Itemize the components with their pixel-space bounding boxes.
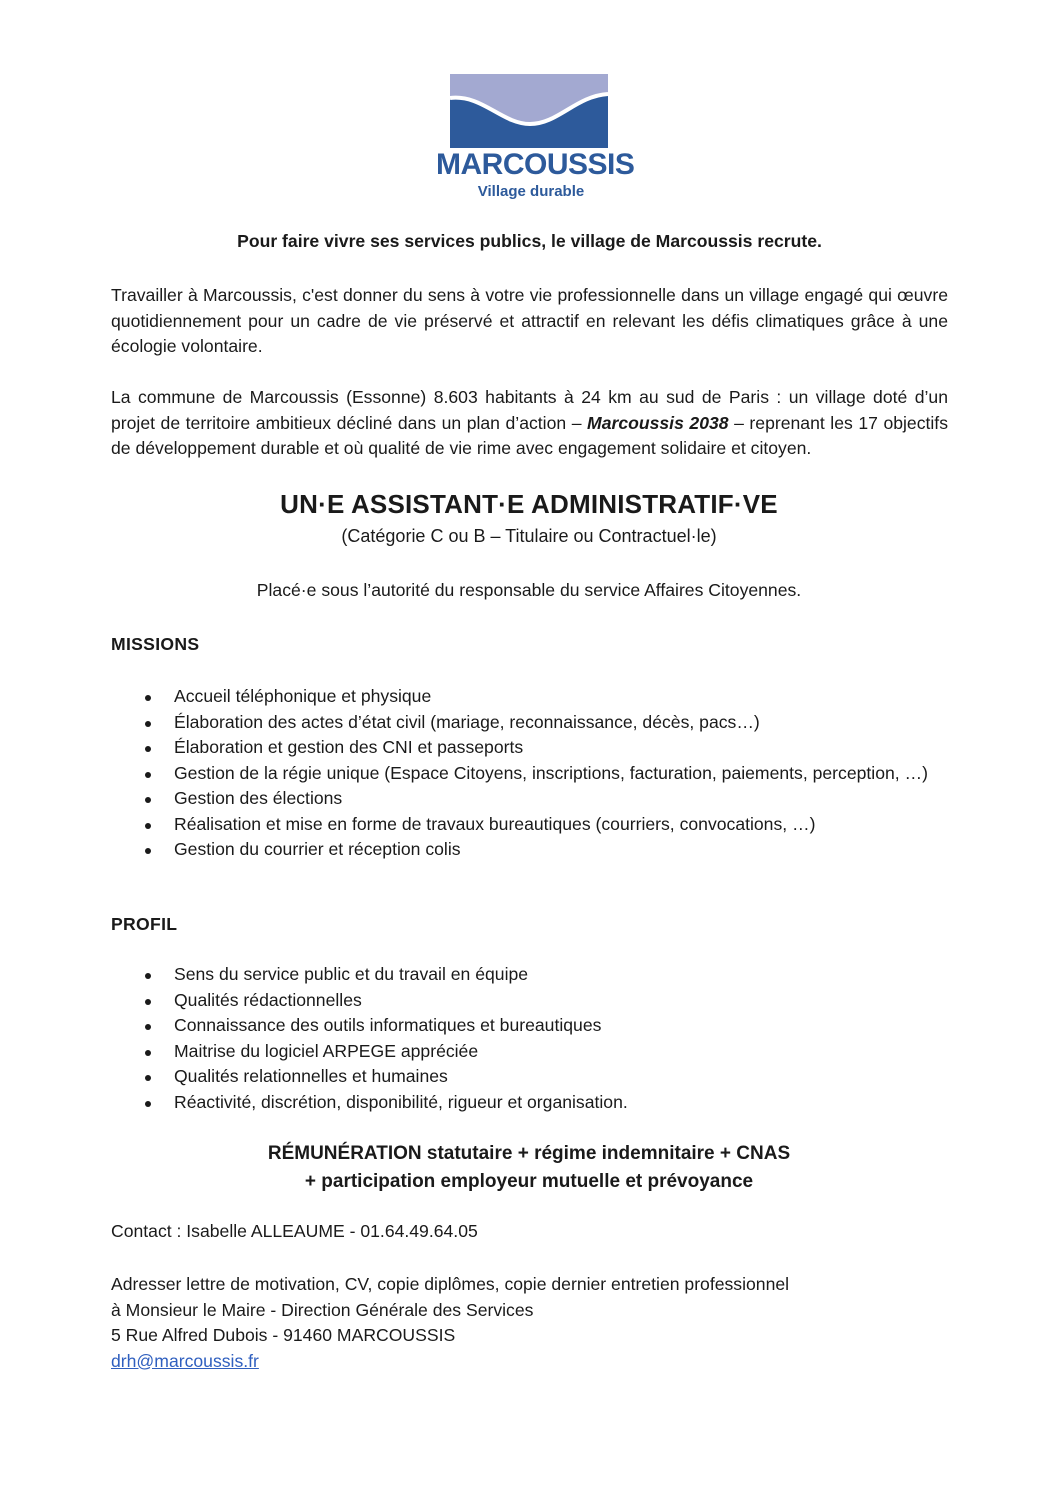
- marcoussis-logo: [436, 60, 635, 220]
- job-title: UN·E ASSISTANT·E ADMINISTRATIF·VE: [280, 489, 778, 519]
- profil-heading: PROFIL: [111, 914, 178, 934]
- logo-name: MARCOUSSIS: [436, 148, 635, 181]
- list-item: Sens du service public et du travail en équipe: [111, 962, 951, 988]
- missions-heading: MISSIONS: [111, 634, 200, 654]
- paragraph-commune: [111, 385, 948, 462]
- address-line-3: 5 Rue Alfred Dubois - 91460 MARCOUSSIS: [111, 1325, 456, 1345]
- missions-list: [111, 684, 951, 863]
- list-item: Connaissance des outils informatiques et bureautiques: [111, 1013, 951, 1039]
- list-item: Maitrise du logiciel ARPEGE appréciée: [111, 1039, 951, 1065]
- bullet-icon: [145, 1101, 151, 1107]
- plan-name: Marcoussis 2038: [587, 412, 729, 433]
- bullet-icon: [145, 797, 151, 803]
- list-item: Réalisation et mise en forme de travaux bureautiques (courriers, convocations, …): [111, 812, 951, 838]
- bullet-icon: [145, 772, 151, 778]
- list-item: Qualités relationnelles et humaines: [111, 1064, 951, 1090]
- list-item: Élaboration des actes d’état civil (mariage, reconnaissance, décès, pacs…): [111, 710, 951, 736]
- remuneration-line-2: + participation employeur mutuelle et prévoyance: [304, 1171, 754, 1192]
- job-subtitle: (Catégorie C ou B – Titulaire ou Contractuel·le): [341, 526, 717, 546]
- intro-heading: Pour faire vivre ses services publics, le village de Marcoussis recrute.: [237, 231, 822, 251]
- paragraph-work: Travailler à Marcoussis, c'est donner du sens à votre vie professionnelle dans un village engagé qui œuvre quotidiennement pour un cadre de vie préservé et attractif en relevant les défis climatiques grâce à une écologie volontaire.: [111, 285, 948, 356]
- list-item: Élaboration et gestion des CNI et passeports: [111, 735, 951, 761]
- bullet-icon: [145, 973, 151, 979]
- contact-line: Contact : Isabelle ALLEAUME - 01.64.49.64.05: [111, 1221, 478, 1241]
- placement-text: Placé·e sous l’autorité du responsable du service Affaires Citoyennes.: [256, 580, 802, 600]
- list-item: Gestion des élections: [111, 786, 951, 812]
- bullet-icon: [145, 1075, 151, 1081]
- bullet-icon: [145, 746, 151, 752]
- bullet-icon: [145, 823, 151, 829]
- email-link[interactable]: drh@marcoussis.fr: [111, 1350, 259, 1371]
- application-address: [111, 1272, 789, 1374]
- paragraph-commune-after: – reprenant les 17 objectifs de développement durable et où qualité de vie rime avec engagement solidaire et citoyen.: [111, 412, 948, 458]
- bullet-icon: [145, 1024, 151, 1030]
- list-item: Gestion de la régie unique (Espace Citoyens, inscriptions, facturation, paiements, perception, …): [111, 761, 951, 787]
- bullet-icon: [145, 1050, 151, 1056]
- bullet-icon: [145, 695, 151, 701]
- profil-list: [111, 962, 951, 1115]
- address-line-2: à Monsieur le Maire - Direction Générale des Services: [111, 1299, 534, 1320]
- remuneration-line-1: RÉMUNÉRATION statutaire + régime indemnitaire + CNAS: [267, 1143, 791, 1164]
- address-line-1: Adresser lettre de motivation, CV, copie diplômes, copie dernier entretien professionnel: [111, 1274, 790, 1294]
- list-item: Qualités rédactionnelles: [111, 988, 951, 1014]
- list-item: Réactivité, discrétion, disponibilité, rigueur et organisation.: [111, 1090, 951, 1116]
- bullet-icon: [145, 848, 151, 854]
- logo-tagline: Village durable: [477, 183, 585, 200]
- paragraph-commune-before: La commune de Marcoussis (Essonne) 8.603 habitants à 24 km au sud de Paris : un village doté d’un projet de territoire ambitieux décliné dans un plan d’action –: [111, 387, 948, 433]
- list-item: Accueil téléphonique et physique: [111, 684, 951, 710]
- bullet-icon: [145, 999, 151, 1005]
- bullet-icon: [145, 721, 151, 727]
- list-item: Gestion du courrier et réception colis: [111, 837, 951, 863]
